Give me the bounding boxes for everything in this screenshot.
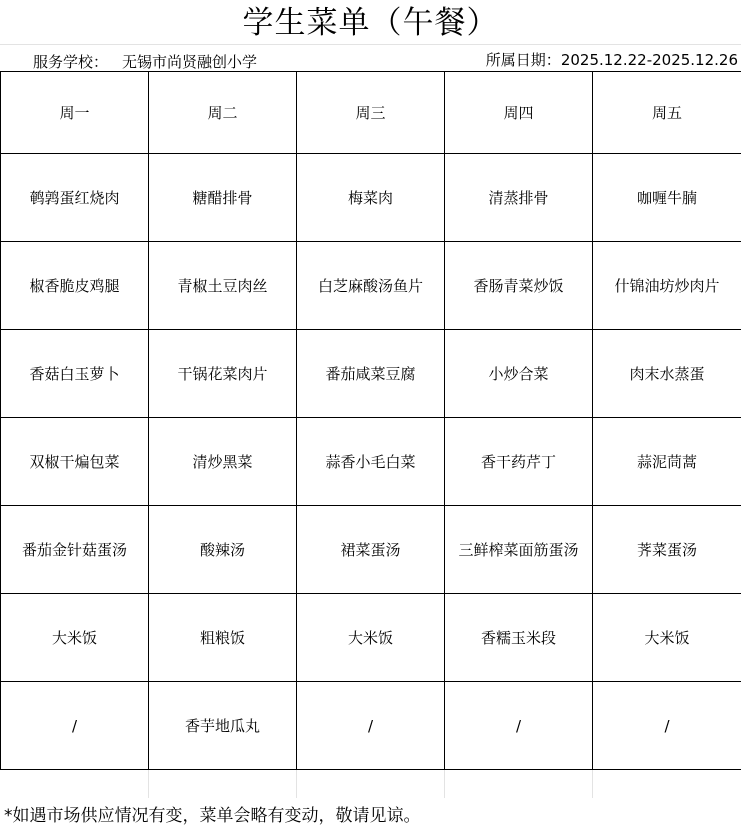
dish-cell: 椒香脆皮鸡腿: [1, 242, 149, 330]
dish-cell: 梅菜肉: [297, 154, 445, 242]
dish-row: [1, 418, 741, 506]
date-info: [486, 49, 738, 70]
dish-cell: 大米饭: [297, 594, 445, 682]
blank-spacer-row: [0, 770, 741, 798]
date-range: 2025.12.22-2025.12.26: [560, 51, 738, 69]
weekday-header: 周五: [593, 72, 741, 154]
dish-cell: 三鲜榨菜面筋蛋汤: [445, 506, 593, 594]
dish-cell: 大米饭: [1, 594, 149, 682]
dish-cell: 香芋地瓜丸: [149, 682, 297, 770]
weekday-header: 周三: [297, 72, 445, 154]
dish-cell: 清炒黑菜: [149, 418, 297, 506]
school-info: [33, 51, 257, 72]
info-row: [0, 44, 741, 72]
dish-cell: /: [593, 682, 741, 770]
dish-cell: 清蒸排骨: [445, 154, 593, 242]
dish-cell: 什锦油坊炒肉片: [593, 242, 741, 330]
dish-cell: 番茄咸菜豆腐: [297, 330, 445, 418]
dish-cell: 香肠青菜炒饭: [445, 242, 593, 330]
dish-cell: 大米饭: [593, 594, 741, 682]
dish-cell: 鹌鹑蛋红烧肉: [1, 154, 149, 242]
dish-cell: 番茄金针菇蛋汤: [1, 506, 149, 594]
dish-cell: 蒜泥茼蒿: [593, 418, 741, 506]
dish-cell: 糖醋排骨: [149, 154, 297, 242]
dish-cell: /: [445, 682, 593, 770]
weekday-header: 周二: [149, 72, 297, 154]
menu-table: [0, 71, 741, 770]
dish-cell: 酸辣汤: [149, 506, 297, 594]
dish-cell: /: [297, 682, 445, 770]
dish-cell: 干锅花菜肉片: [149, 330, 297, 418]
column-divider: [148, 770, 149, 798]
dish-cell: /: [1, 682, 149, 770]
footnote: *如遇市场供应情况有变，菜单会略有变动，敬请见谅。: [4, 806, 421, 826]
dish-cell: 双椒干煸包菜: [1, 418, 149, 506]
dish-cell: 肉末水蒸蛋: [593, 330, 741, 418]
dish-cell: 裙菜蛋汤: [297, 506, 445, 594]
soup-row: [1, 506, 741, 594]
snack-row: [1, 682, 741, 770]
dish-cell: 小炒合菜: [445, 330, 593, 418]
staple-row: [1, 594, 741, 682]
school-label: 服务学校：: [33, 53, 109, 71]
school-name: 无锡市尚贤融创小学: [122, 53, 258, 71]
dish-cell: 蒜香小毛白菜: [297, 418, 445, 506]
dish-cell: 香干药芹丁: [445, 418, 593, 506]
dish-cell: 香糯玉米段: [445, 594, 593, 682]
dish-cell: 青椒土豆肉丝: [149, 242, 297, 330]
column-divider: [592, 770, 593, 798]
weekday-header: 周一: [1, 72, 149, 154]
dish-row: [1, 154, 741, 242]
dish-cell: 香菇白玉萝卜: [1, 330, 149, 418]
dish-row: [1, 242, 741, 330]
dish-row: [1, 330, 741, 418]
column-divider: [444, 770, 445, 798]
weekday-header: 周四: [445, 72, 593, 154]
date-label: 所属日期：: [485, 51, 561, 69]
weekday-header-row: [1, 72, 741, 154]
dish-cell: 荠菜蛋汤: [593, 506, 741, 594]
dish-cell: 白芝麻酸汤鱼片: [297, 242, 445, 330]
menu-title: 学生菜单（午餐）: [242, 5, 499, 41]
dish-cell: 咖喱牛腩: [593, 154, 741, 242]
column-divider: [296, 770, 297, 798]
dish-cell: 粗粮饭: [149, 594, 297, 682]
